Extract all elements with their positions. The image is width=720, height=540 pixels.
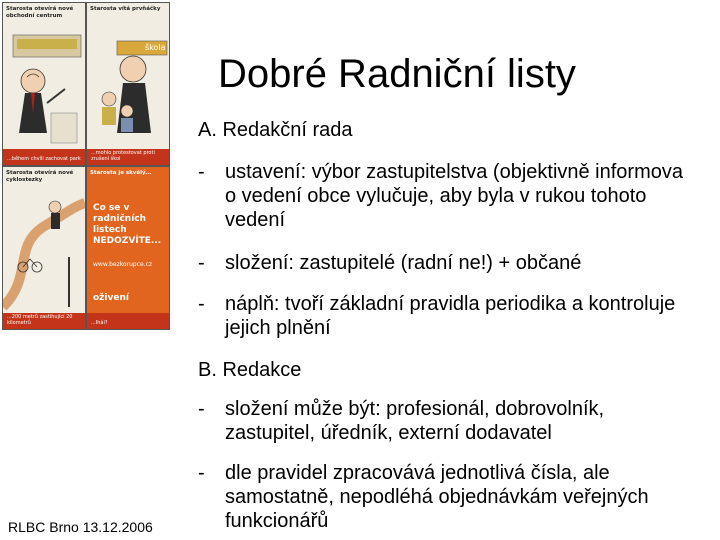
slide-title: Dobré Radniční listy	[218, 52, 576, 96]
bullet-a1	[198, 160, 720, 232]
bullet-text: složení může být: profesionál, dobrovolník, zastupitel, úředník, externí dodavatel	[225, 398, 605, 444]
poster-caption: Starosta vítá prvňáčky	[90, 6, 161, 12]
poster-caption: Starosta otevírá nové cyklostezky	[6, 170, 74, 183]
poster-band-text: ...Ihái?	[91, 320, 108, 326]
bullet-dash: -	[198, 462, 205, 484]
poster-collage	[0, 0, 168, 330]
poster-illustration	[87, 3, 169, 165]
poster-band-text: ...200 metrů zastihující 20 kilometrů	[7, 314, 73, 326]
poster-illustration	[3, 167, 85, 329]
poster-band-text: ...během chvíli zachovat park	[7, 156, 81, 162]
bullet-b1	[198, 397, 720, 445]
section-a-heading: A. Redakční rada	[198, 119, 353, 141]
bullet-text: ustavení: výbor zastupitelstva (objektivně informova o vedení obce vylučuje, aby byla v rukou tohoto vedení	[225, 161, 683, 231]
poster-campaign	[86, 166, 170, 330]
school-sign: škola	[145, 43, 166, 52]
poster-brand-logo: oživení	[93, 293, 129, 303]
slide-footer: RLBC Brno 13.12.2006	[8, 519, 153, 535]
bullet-text: dle pravidel zpracovává jednotlivá čísla, ale samostatně, nepodléhá objednávkám veřejných funkcionářů	[225, 462, 649, 532]
bullet-text: náplň: tvoří základní pravidla periodika a kontroluje jejich plnění	[225, 293, 676, 339]
poster-shopping-center	[2, 2, 86, 166]
poster-url: www.bezkorupce.cz	[93, 261, 153, 268]
bullet-dash: -	[198, 161, 205, 183]
poster-band-text: ...mohlo protestovat proti zrušení škol	[91, 150, 155, 162]
bullet-b2	[198, 461, 720, 533]
bullet-dash: -	[198, 398, 205, 420]
poster-headline: Co se v radničních listech NEDOZVÍTE...	[93, 203, 162, 246]
section-b-heading: B. Redakce	[198, 359, 302, 381]
bullet-text: složení: zastupitelé (radní ne!) + občané	[225, 252, 582, 274]
bullet-a2	[198, 251, 720, 275]
bullet-dash: -	[198, 252, 205, 274]
poster-illustration	[3, 3, 85, 165]
poster-bike-path	[2, 166, 86, 330]
bullet-a3	[198, 292, 720, 340]
poster-school	[86, 2, 170, 166]
poster-caption: Starosta je skvělý...	[90, 170, 152, 176]
poster-caption: Starosta otevírá nové obchodní centrum	[6, 6, 74, 19]
bullet-dash: -	[198, 293, 205, 315]
